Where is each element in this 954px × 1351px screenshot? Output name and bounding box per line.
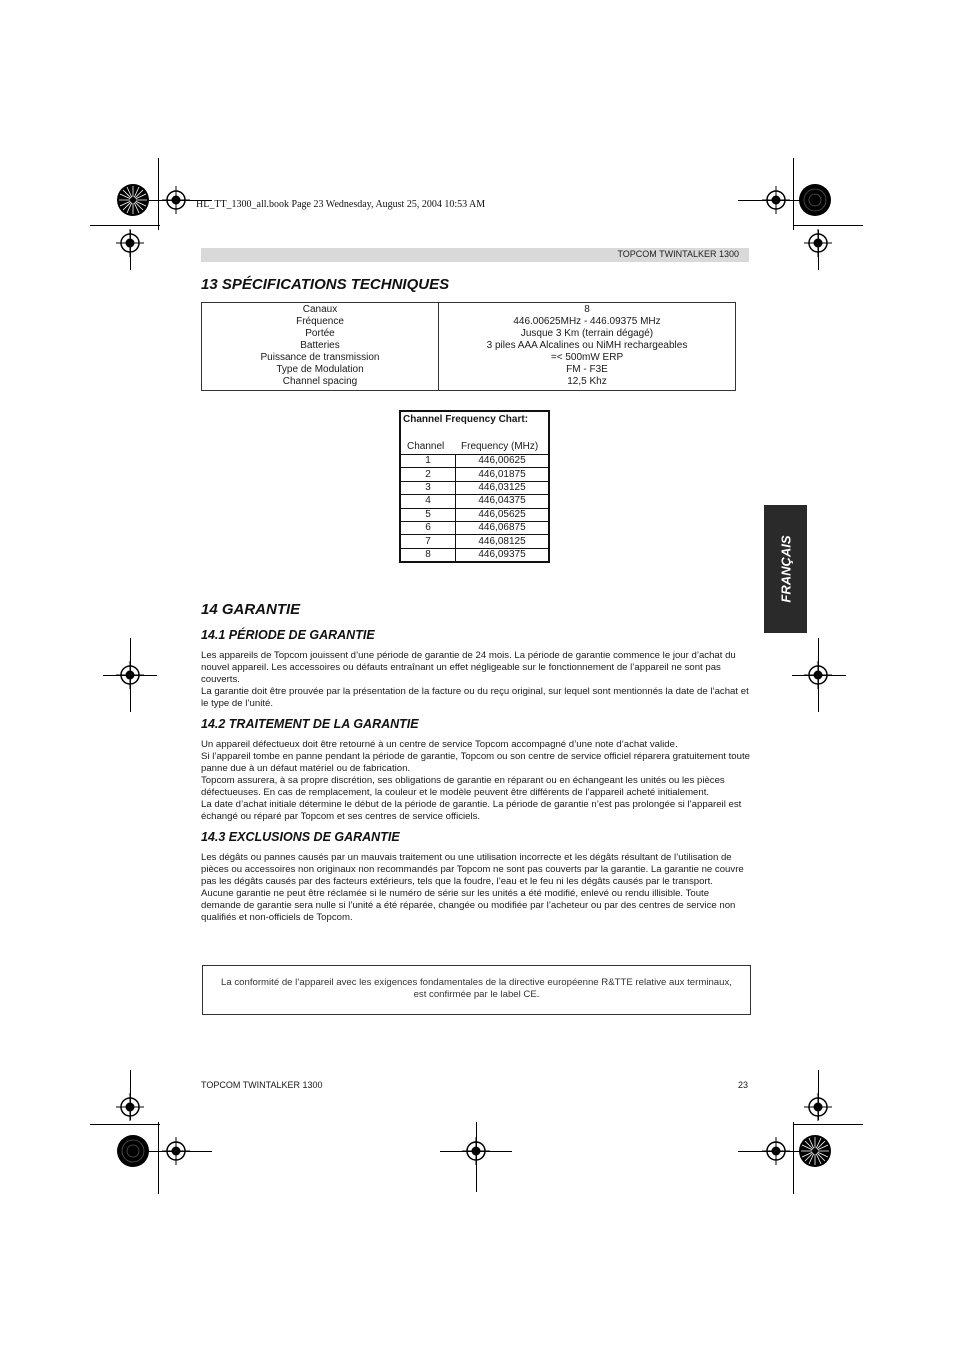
channel-cell: 1 <box>401 455 456 468</box>
frequency-cell: 446,08125 <box>456 535 549 548</box>
running-header-label: TOPCOM TWINTALKER 1300 <box>617 249 739 259</box>
spec-label: Canaux <box>302 304 338 315</box>
spec-label: Channel spacing <box>282 376 358 387</box>
section-14-title: 14 GARANTIE <box>201 601 301 618</box>
section-14-1-body <box>201 650 751 710</box>
spec-value: 8 <box>584 304 590 315</box>
spec-value: 446.00625MHz - 446.09375 MHz <box>513 316 661 327</box>
registration-target-icon <box>162 186 190 214</box>
spec-value: 3 piles AAA Alcalines ou NiMH rechargeables <box>486 340 688 351</box>
crop-mark <box>793 1122 794 1194</box>
spec-label: Fréquence <box>296 316 344 327</box>
crop-mark <box>793 158 794 230</box>
registration-target-icon <box>116 661 144 689</box>
channel-cell: 8 <box>401 548 456 561</box>
section-14-2-title: 14.2 TRAITEMENT DE LA GARANTIE <box>201 717 419 731</box>
section-14-3-title: 14.3 EXCLUSIONS DE GARANTIE <box>201 830 400 844</box>
ce-notice-box <box>202 965 751 1015</box>
frequency-cell: 446,06875 <box>456 521 549 534</box>
footer-product-name: TOPCOM TWINTALKER 1300 <box>201 1080 323 1090</box>
channel-cell: 4 <box>401 495 456 508</box>
color-wheel-icon <box>798 1134 832 1168</box>
paragraph: Un appareil défectueux doit être retourné à un centre de service Topcom accompagné d’une note d’achat valide. <box>201 739 678 750</box>
frequency-cell: 446,09375 <box>456 548 549 561</box>
spec-label: Type de Modulation <box>276 364 364 375</box>
spec-values <box>439 303 735 390</box>
ce-notice-text: La conformité de l’appareil avec les exigences fondamentales de la directive européenne R&TTE relative aux terminaux, est confirmée par le label CE. <box>221 977 732 1000</box>
registration-target-icon <box>804 661 832 689</box>
paragraph: Si l’appareil tombe en panne pendant la période de garantie, Topcom ou son centre de service officiel réparera gratuitement toute panne due à un défaut matériel ou de fabrication. <box>201 751 750 774</box>
paragraph: Topcom assurera, à sa propre discrétion, ses obligations de garantie en réparant ou en échangeant les unités ou les pièces défectueuses. En cas de remplacement, la couleur et le modèle peuvent être différents de l’appareil acheté initialement. <box>201 775 725 798</box>
channel-cell: 5 <box>401 508 456 521</box>
paragraph: Les dégâts ou pannes causés par un mauvais traitement ou une utilisation incorrecte et les dégâts résultant de l’utilisation de pièces ou accessoires non originaux non recommandés par Topcom ne sont pas couverts par la garantie. La garantie ne couvre pas les dégâts causés par des facteurs extérieurs, tels que la foudre, l’eau et le feu ni les dégâts causés par le transport. <box>201 852 744 887</box>
channel-cell: 7 <box>401 535 456 548</box>
table-row <box>401 508 548 521</box>
registration-target-icon <box>462 1137 490 1165</box>
frequency-cell: 446,03125 <box>456 481 549 494</box>
crop-mark <box>793 225 863 226</box>
crop-mark <box>793 1124 863 1125</box>
spec-label: Batteries <box>300 340 340 351</box>
crop-mark <box>90 225 160 226</box>
paragraph: La date d’achat initiale détermine le début de la période de garantie. La période de garantie n’est pas prolongée si l’appareil est échangé ou réparé par Topcom et ses centres de service officiels. <box>201 799 742 822</box>
channel-cell: 2 <box>401 468 456 481</box>
channel-cell: 3 <box>401 481 456 494</box>
spec-value: FM - F3E <box>566 364 608 375</box>
section-14-1-title: 14.1 PÉRIODE DE GARANTIE <box>201 628 375 642</box>
channel-table <box>401 454 548 561</box>
frequency-cell: 446,04375 <box>456 495 549 508</box>
color-wheel-icon <box>116 183 150 217</box>
color-wheel-icon <box>116 1134 150 1168</box>
spec-labels <box>202 303 439 390</box>
spec-value: =< 500mW ERP <box>550 352 624 363</box>
channel-cell: 6 <box>401 521 456 534</box>
section-14-3-body <box>201 852 751 924</box>
spec-value: Jusque 3 Km (terrain dégagé) <box>520 328 654 339</box>
frequency-cell: 446,00625 <box>456 455 549 468</box>
table-row <box>401 481 548 494</box>
language-tab <box>764 505 807 633</box>
running-header <box>201 248 749 262</box>
spec-table <box>201 302 736 391</box>
table-row <box>401 548 548 561</box>
table-row <box>401 535 548 548</box>
spec-value: 12,5 Khz <box>567 376 607 387</box>
page-number: 23 <box>738 1080 749 1090</box>
table-row <box>401 495 548 508</box>
column-header-channel: Channel <box>407 441 445 452</box>
paragraph: Les appareils de Topcom jouissent d’une période de garantie de 24 mois. La période de garantie commence le jour d’achat du nouvel appareil. Les accessoires ou défauts entraînant un effet négligeable sur le fonctionnement de l’appareil ne sont pas couverts. <box>201 650 736 685</box>
registration-target-icon <box>804 229 832 257</box>
registration-target-icon <box>762 1137 790 1165</box>
crop-mark <box>158 1122 159 1194</box>
registration-target-icon <box>762 186 790 214</box>
frequency-cell: 446,01875 <box>456 468 549 481</box>
chart-title: Channel Frequency Chart: <box>403 414 529 425</box>
registration-target-icon <box>116 229 144 257</box>
paragraph: Aucune garantie ne peut être réclamée si le numéro de série sur les unités a été modifié, enlevé ou rendu illisible. Toute demande de garantie sera nulle si l’unité a été réparée, changée ou modifiée par l’acheteur ou par des centres de service non qualifiés et non-officiels de Topcom. <box>201 888 736 923</box>
book-header: HL_TT_1300_all.book Page 23 Wednesday, August 25, 2004 10:53 AM <box>196 199 486 210</box>
section-14-2-body <box>201 739 751 823</box>
spec-label: Portée <box>305 328 335 339</box>
crop-mark <box>90 1124 160 1125</box>
frequency-cell: 446,05625 <box>456 508 549 521</box>
registration-target-icon <box>116 1093 144 1121</box>
column-header-frequency: Frequency (MHz) <box>461 441 539 452</box>
language-tab-label: FRANÇAIS <box>778 535 793 603</box>
table-row <box>401 468 548 481</box>
crop-mark <box>158 158 159 230</box>
table-row <box>401 521 548 534</box>
table-row <box>401 455 548 468</box>
spec-label: Puissance de transmission <box>260 352 380 363</box>
section-13-title: 13 SPÉCIFICATIONS TECHNIQUES <box>201 276 450 293</box>
color-wheel-icon <box>798 183 832 217</box>
registration-target-icon <box>162 1137 190 1165</box>
paragraph: La garantie doit être prouvée par la présentation de la facture ou du reçu original, sur lequel sont mentionnés la date de l’achat et le type de l’unité. <box>201 686 749 709</box>
registration-target-icon <box>804 1093 832 1121</box>
channel-frequency-chart <box>399 410 550 563</box>
